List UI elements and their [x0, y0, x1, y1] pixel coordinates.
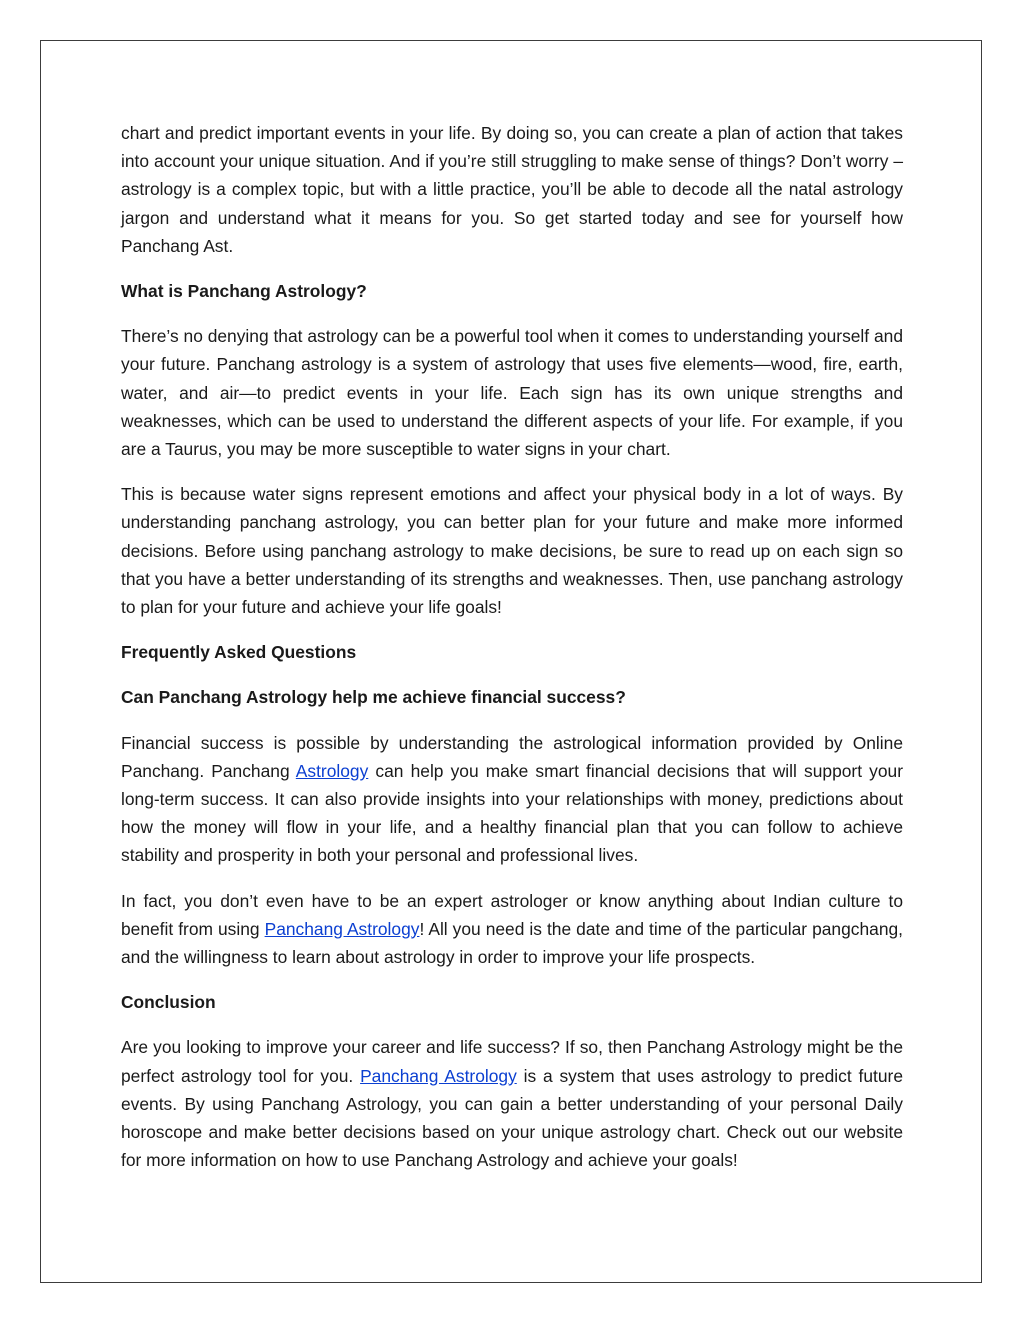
section-heading-what-is: What is Panchang Astrology?: [121, 281, 367, 302]
panchang-astrology-link-1[interactable]: Panchang Astrology: [264, 918, 420, 939]
faq-heading: Frequently Asked Questions: [121, 642, 357, 663]
faq-p1-text-before: Financial success is possible by understanding the astrological information provided by Online Panchang. Panchang: [121, 732, 903, 781]
faq-answer-paragraph-2: [121, 887, 903, 972]
section1-paragraph-1: There’s no denying that astrology can be a powerful tool when it comes to understanding yourself and your future. Panchang astrology is a system of astrology that uses five elements—wood, fire, earth, water, and air—to predict events in your life. Each sign has its own unique strengths and weaknesses, which can be used to understand the different aspects of your life. For example, if you are a Taurus, you may be more susceptible to water signs in your chart.: [121, 326, 903, 460]
faq-question: Can Panchang Astrology help me achieve financial success?: [121, 687, 626, 708]
panchang-astrology-link-2[interactable]: Panchang Astrology: [360, 1065, 517, 1086]
document-body: [121, 119, 903, 1192]
faq-p2-text-before: In fact, you don’t even have to be an expert astrologer or know anything about Indian culture to benefit from using: [121, 890, 903, 939]
conclusion-text-after: is a system that uses astrology to predict future events. By using Panchang Astrology, you can gain a better understanding of your personal Daily horoscope and make better decisions based on your unique astrology chart. Check out our website for more information on how to use Panchang Astrology and achieve your goals!: [121, 1065, 903, 1171]
astrology-link[interactable]: Astrology: [295, 760, 369, 781]
section1-paragraph-2: This is because water signs represent emotions and affect your physical body in a lot of ways. By understanding panchang astrology, you can better plan for your future and make more informed decisions. Before using panchang astrology to make decisions, be sure to read up on each sign so that you have a better understanding of its strengths and weaknesses. Then, use panchang astrology to plan for your future and achieve your life goals!: [121, 484, 903, 618]
faq-p2-text-after: ! All you need is the date and time of the particular pangchang, and the willingness to learn about astrology in order to improve your life prospects.: [121, 918, 903, 968]
conclusion-text-before: Are you looking to improve your career and life success? If so, then Panchang Astrology might be the perfect astrology tool for you.: [121, 1037, 903, 1086]
conclusion-paragraph: [121, 1033, 903, 1174]
faq-answer-paragraph-1: [121, 729, 903, 870]
intro-paragraph: chart and predict important events in your life. By doing so, you can create a plan of action that takes into account your unique situation. And if you’re still struggling to make sense of things? Don’t worry – astrology is a complex topic, but with a little practice, you’ll be able to decode all the natal astrology jargon and understand what it means for you. So get started today and see for yourself how Panchang Ast.: [121, 123, 903, 256]
faq-p1-text-after: can help you make smart financial decisions that will support your long-term success. It can also provide insights into your relationships with money, predictions about how the money will flow in your life, and a healthy financial plan that you can follow to achieve stability and prosperity in both your personal and professional lives.: [121, 760, 903, 866]
conclusion-heading: Conclusion: [121, 992, 216, 1013]
